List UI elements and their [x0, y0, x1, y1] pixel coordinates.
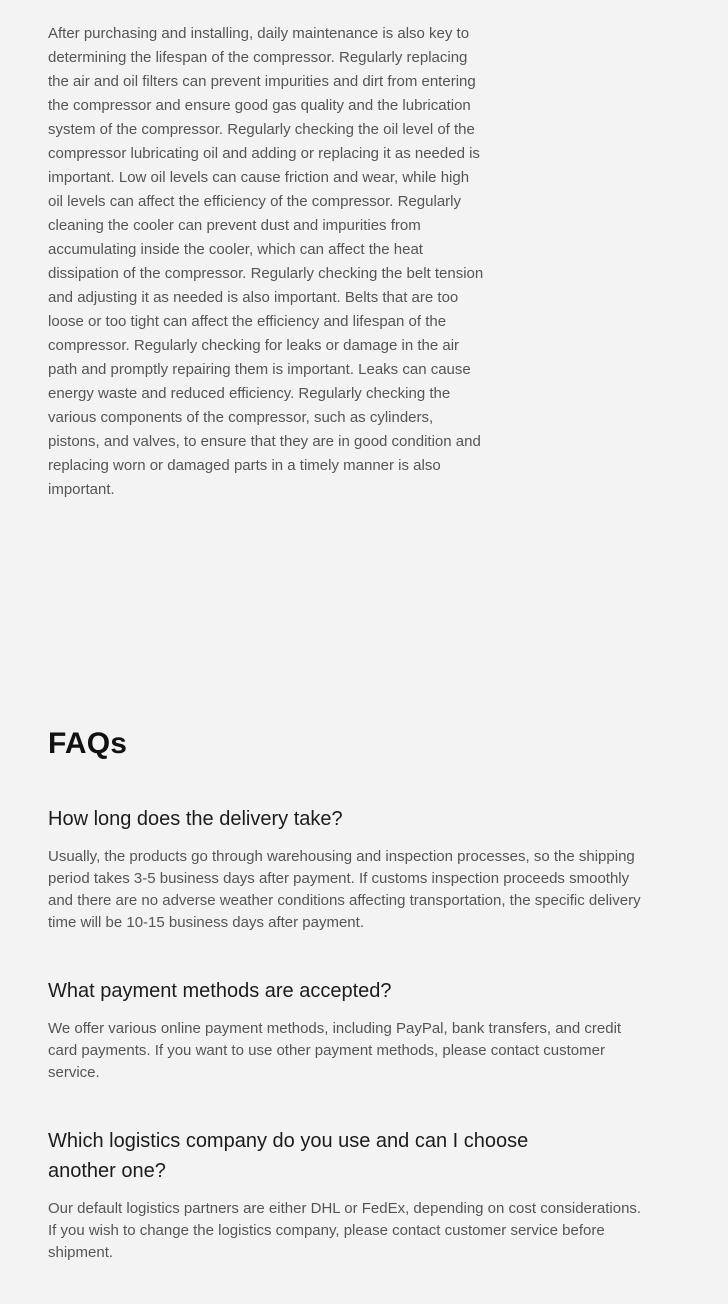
faq-question-payment: What payment methods are accepted? [48, 980, 392, 1002]
faq-answer-payment: We offer various online payment methods, including PayPal, bank transfers, and credit card payments. If you want to use other payment methods, please contact customer service. [48, 1020, 622, 1081]
faq-item-logistics [48, 1126, 680, 1264]
maintenance-paragraph: After purchasing and installing, daily maintenance is also key to determining the lifespan of the compressor. Regularly replacing the air and oil filters can prevent impurities and dirt from entering the compressor and ensure good gas quality and the lubrication system of the compressor. Regularly checking the oil level of the compressor lubricating oil and adding or replacing it as needed is important. Low oil levels can cause friction and wear, while high oil levels can affect the efficiency of the compressor. Regularly cleaning the cooler can prevent dust and impurities from accumulating inside the cooler, which can affect the heat dissipation of the compressor. Regularly checking the belt tension and adjusting it as needed is also important. Belts that are too loose or too tight can affect the efficiency and lifespan of the compressor. Regularly checking for leaks or damage in the air path and promptly repairing them is important. Leaks can cause energy waste and reduced efficiency. Regularly checking the various components of the compressor, such as cylinders, pistons, and valves, to ensure that they are in good condition and replacing worn or damaged parts in a timely manner is also important. [48, 25, 484, 498]
faq-answer-delivery: Usually, the products go through warehousing and inspection processes, so the shipping period takes 3-5 business days after payment. If customs inspection proceeds smoothly and there are no adverse weather conditions affecting transportation, the specific delivery time will be 10-15 business days after payment. [48, 848, 641, 931]
faq-question-logistics: Which logistics company do you use and can I choose another one? [48, 1130, 529, 1182]
faq-item-delivery [48, 804, 680, 934]
faqs-section-title: FAQs [48, 727, 128, 760]
faq-answer-logistics: Our default logistics partners are either DHL or FedEx, depending on cost considerations. If you wish to change the logistics company, please contact customer service before shipment. [48, 1200, 642, 1261]
faq-question-delivery: How long does the delivery take? [48, 808, 343, 830]
faq-item-payment [48, 976, 680, 1084]
